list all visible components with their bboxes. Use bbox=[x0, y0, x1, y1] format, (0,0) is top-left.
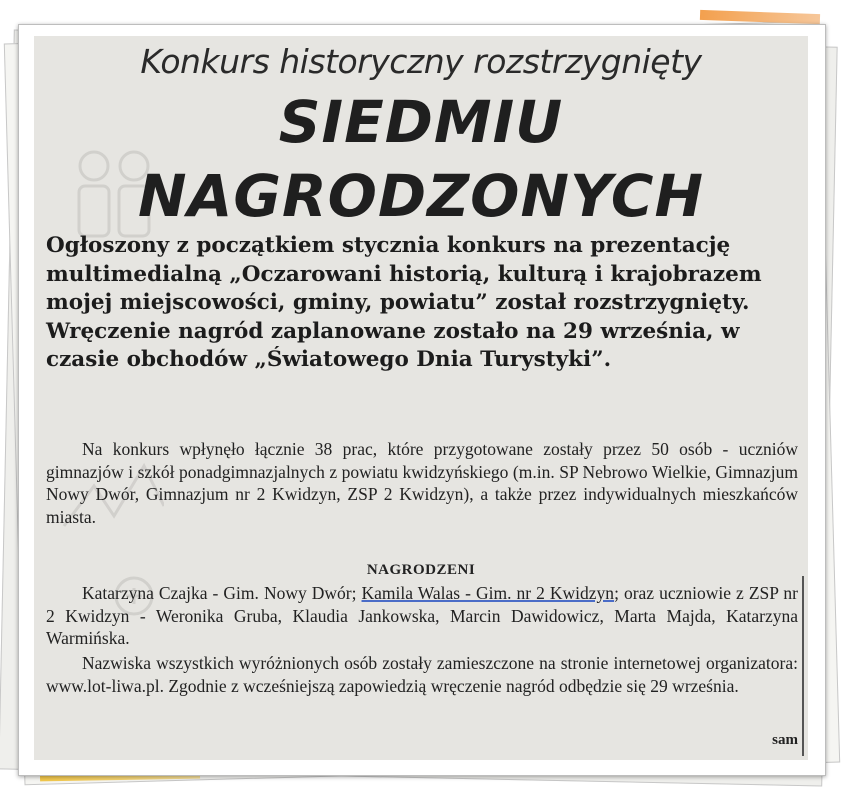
article-lead: Ogłoszony z początkiem stycznia konkurs na prezentację multimedialną „Oczarowani historią, kulturą i krajobrazem mojej miejscowości, gminy, powiatu” został rozstrzygnięty. Wręczenie nagród zaplanowane zostało na 29 września, w czasie obchodów „Światowego Dnia Turystyki”. bbox=[46, 233, 762, 372]
stack-edge-orange bbox=[700, 10, 820, 24]
section-heading-winners: NAGRODZENI bbox=[366, 562, 476, 578]
author-signature: sam bbox=[772, 732, 798, 748]
headline-line-1: SIEDMIU bbox=[278, 88, 564, 156]
article-kicker: Konkurs historyczny rozstrzygnięty bbox=[140, 42, 702, 81]
article-paragraph-1: Na konkurs wpłynęło łącznie 38 prac, które przygotowane zostały przez 50 osób - uczniów gimnazjów i szkół ponadgimnazjalnych z powiatu kwidzyńskiego (m.in. SP Nebrowo Wielkie, Gimnazjum Nowy Dwór, Gimnazjum nr 2 Kwidzyn, ZSP 2 Kwidzyn), a także przez indywidualnych mieszkańców miasta. bbox=[46, 439, 798, 527]
headline-line-2: NAGRODZONYCH bbox=[137, 162, 705, 230]
highlighted-winner: Kamila Walas - Gim. nr 2 Kwidzyn bbox=[361, 583, 615, 603]
winners-paragraph bbox=[46, 582, 798, 650]
newspaper-clipping bbox=[34, 36, 808, 760]
winners-text-start: Katarzyna Czajka - Gim. Nowy Dwór; bbox=[82, 583, 362, 603]
winners-text-end: ; oraz uczniowie z ZSP nr 2 Kwidzyn - Weronika Gruba, Klaudia Jankowska, Marcin Dawidowicz, Marta Majda, Katarzyna Warmińska. bbox=[46, 583, 798, 648]
article-paragraph-3: Nazwiska wszystkich wyróżnionych osób zostały zamieszczone na stronie internetowej organizatora: www.lot-liwa.pl. Zgodnie z wcześniejszą zapowiedzią wręczenie nagród odbędzie się 29 września. bbox=[46, 653, 798, 696]
column-rule bbox=[802, 576, 804, 756]
